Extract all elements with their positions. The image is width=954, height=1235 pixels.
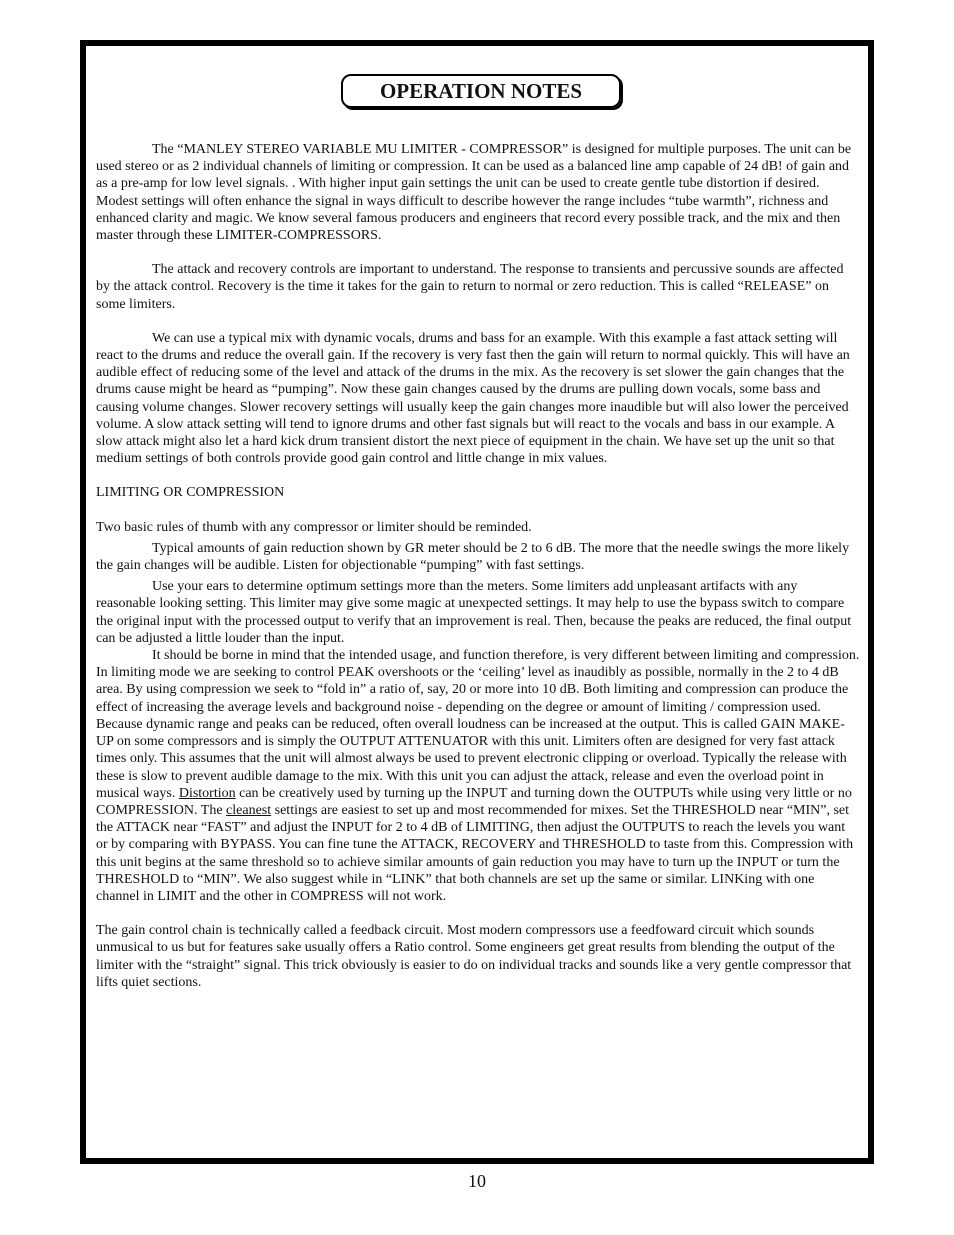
paragraph-limiting-vs-compression: [96, 647, 860, 905]
page-border-frame: [80, 40, 874, 1164]
paragraph-feedback-circuit: The gain control chain is technically called a feedback circuit. Most modern compressors use a feedfoward circuit which sounds unmusical to us but for features sake usually offers a Ratio control. Some engineers get great results from blending the output of the limiter with the “straight” signal. This trick obviously is easier to do on individual tracks and sounds like a very gentle compressor that lifts quiet sections.: [96, 923, 852, 990]
page-number: 10: [468, 1171, 486, 1191]
page-title: OPERATION NOTES: [341, 74, 621, 108]
paragraph-gain-reduction: Typical amounts of gain reduction shown by GR meter should be 2 to 6 dB. The more that the needle swings the more likely the gain changes will be audible. Listen for objectionable “pumping” with fast settings.: [96, 540, 850, 574]
body-text: [96, 141, 860, 991]
paragraph-intro: The “MANLEY STEREO VARIABLE MU LIMITER - COMPRESSOR” is designed for multiple purposes. The unit can be used stereo or as 2 individual channels of limiting or compression. It can be used as a balanced line amp capable of 24 dB! of gain and as a pre-amp for low level signals. . With higher input gain settings the unit can be used to create gentle tube distortion if desired. Modest settings will often enhance the signal in ways difficult to describe however the range includes “tube warmth”, richness and enhanced clarity and magic. We know several famous producers and engineers that record every possible track, and the mix and then master through these LIMITER-COMPRESSORS.: [96, 142, 852, 244]
paragraph-use-your-ears: Use your ears to determine optimum settings more than the meters. Some limiters add unpleasant artifacts with any reasonable looking setting. This limiter may give some magic at unexpected settings. It may help to use the bypass switch to compare the original input with the processed output to verify that an improvement is real. Then, because the peaks are reduced, the final output can be adjusted a little louder than the input.: [96, 579, 852, 646]
text-run: It should be borne in mind that the intended usage, and function therefore, is very different between limiting and compression. In limiting mode we are seeking to control PEAK overshoots or the ‘ceiling’ level as inaudibly as possible, normally in the 2 to 4 dB area. By using compression we seek to “fold in” a ratio of, say, 20 or more into 10 dB. Both limiting and compression can produce the effect of increasing the average levels and background noise - depending on the degree or amount of limiting / compression used. Because dynamic range and peaks can be reduced, often overall loudness can be increased at the output. This is called GAIN MAKE-UP on some compressors and is simply the OUTPUT ATTENUATOR with this unit. Limiters often are designed for very fast attack times only. This assumes that the unit will almost always be used to prevent electronic clipping or overload. Typically the release with these is slow to prevent audible damage to the mix. With this unit you can adjust the attack, release and even the overload point in musical ways.: [96, 648, 860, 801]
text-run: settings are easiest to set up and most recommended for mixes. Set the THRESHOLD near “MIN”, set the ATTACK near “FAST” and adjust the INPUT for 2 to 4 dB of LIMITING, then adjust the OUTPUTS to reach the levels you want or by comparing with BYPASS. You can fine tune the ATTACK, RECOVERY and THRESHOLD to taste from this. Compression with this unit begins at the same threshold so to achieve similar amounts of gain reduction you may have to turn up the INPUT or turn the THRESHOLD to “MIN”. We also suggest while in “LINK” that both channels are set up the same or similar. LINKing with one channel in LIMIT and the other in COMPRESS will not work.: [96, 802, 854, 904]
text-run: can be creatively used by turning up the INPUT and turning down the OUTPUTs while using very little or no COMPRESSION. The: [96, 785, 852, 818]
paragraph-mix-example: We can use a typical mix with dynamic vocals, drums and bass for an example. With this example a fast attack setting will react to the drums and reduce the overall gain. If the recovery is very fast then the gain will return to normal quickly. This will have an audible effect of reducing some of the level and attack of the drums in the mix. As the recovery is set slower the gain changes that the drums cause might be heard as “pumping”. Now these gain changes caused by the drums are pulling down vocals, some bass and causing volume changes. Slower recovery settings will usually keep the gain changes more inaudible but will also lower the perceived volume. A slow attack setting will tend to ignore drums and other fast signals but will react to the vocals and bass in our example. A slow attack might also let a hard kick drum transient distort the next piece of equipment in the chain. We have set up the unit so that medium settings of both controls provide good gain control and little change in mix values.: [96, 330, 850, 467]
paragraph-rules-of-thumb: Two basic rules of thumb with any compressor or limiter should be reminded.: [96, 519, 532, 535]
underlined-cleanest: cleanest: [226, 802, 272, 818]
underlined-distortion: Distortion: [178, 785, 236, 801]
paragraph-attack-recovery: The attack and recovery controls are important to understand. The response to transients and percussive sounds are affected by the attack control. Recovery is the time it takes for the gain to return to normal or zero reduction. This is called “RELEASE” on some limiters.: [96, 262, 844, 312]
section-heading-limiting: LIMITING OR COMPRESSION: [96, 485, 285, 501]
